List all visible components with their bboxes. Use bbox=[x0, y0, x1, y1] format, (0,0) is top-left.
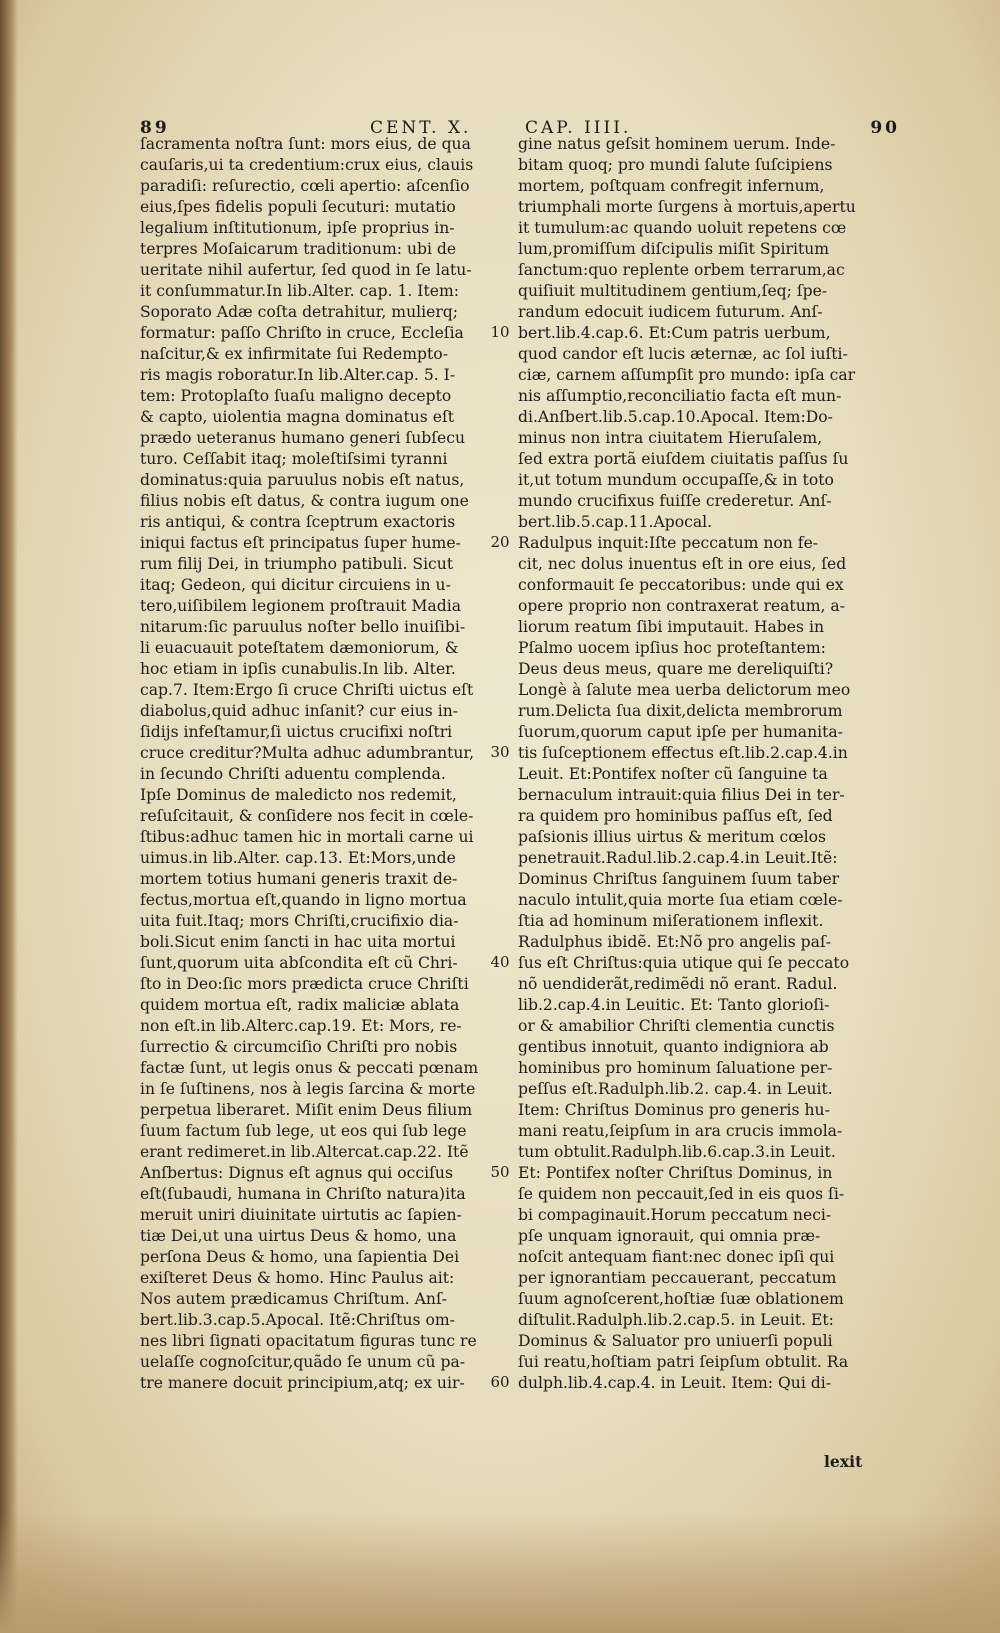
text-line: naſcitur,& ex infirmitate ſui Redempto- bbox=[140, 345, 448, 363]
text-line: conformauit ſe peccatoribus: unde qui ex bbox=[518, 576, 844, 594]
text-line: bitam quoq; pro mundi ſalute ſuſcipiens bbox=[518, 156, 833, 174]
text-line: nis aſſumptio,reconciliatio facta eſt mun- bbox=[518, 387, 842, 405]
text-line: hoc etiam in ipſis cunabulis.In lib. Alter. bbox=[140, 660, 456, 678]
text-line: Deus deus meus, quare me dereliquiſti? bbox=[518, 660, 834, 678]
text-line: mortem, poſtquam confregit infernum, bbox=[518, 177, 825, 195]
left-text-column bbox=[140, 134, 490, 1394]
text-line: eius,ſpes fidelis populi ſecuturi: mutatio bbox=[140, 198, 456, 216]
text-line: bert.lib.4.cap.6. Et:Cum patris uerbum, bbox=[518, 324, 831, 342]
text-line: ſuum agnoſcerent,hoſtiæ ſuæ oblationem bbox=[518, 1290, 844, 1308]
text-line: ſed extra portã eiuſdem ciuitatis paſſus ſu bbox=[518, 450, 849, 468]
text-line: or & amabilior Chriſti clementia cunctis bbox=[518, 1017, 835, 1035]
right-text-column bbox=[518, 134, 873, 1394]
running-title-left: CENT. X. bbox=[370, 118, 472, 138]
text-line: uita fuit.Itaq; mors Chriſti,crucifixio dia- bbox=[140, 912, 459, 930]
text-line: tero,uiſibilem legionem proſtrauit Madia bbox=[140, 597, 461, 615]
text-line: it,ut totum mundum occupaſſe,& in toto bbox=[518, 471, 834, 489]
margin-line-number: 20 bbox=[490, 533, 510, 551]
text-line: uelaſſe cognoſcitur,quãdo ſe unum cũ pa- bbox=[140, 1353, 466, 1371]
text-line: it tumulum:ac quando uoluit repetens cœ bbox=[518, 219, 847, 237]
text-line: Longè à ſalute mea uerba delictorum meo bbox=[518, 681, 851, 699]
text-line: ſus eſt Chriſtus:quia utique qui ſe peccato bbox=[518, 954, 850, 972]
text-line: Leuit. Et:Pontifex noſter cũ ſanguine ta bbox=[518, 765, 828, 783]
margin-line-number: 50 bbox=[490, 1163, 510, 1181]
page-edge-shadow bbox=[0, 0, 18, 1633]
text-line: reſuſcitauit, & conſidere nos fecit in cœle- bbox=[140, 807, 474, 825]
text-line: gine natus geſsit hominem uerum. Inde- bbox=[518, 135, 836, 153]
text-line: meruit uniri diuinitate uirtutis ac ſapien- bbox=[140, 1206, 462, 1224]
text-line: noſcit antequam fiant:nec donec ipſi qui bbox=[518, 1248, 835, 1266]
text-line: tre manere docuit principium,atq; ex uir- bbox=[140, 1374, 465, 1392]
text-line: ſui reatu,hoſtiam patri ſeipſum obtulit. Ra bbox=[518, 1353, 849, 1371]
text-line: Et: Pontifex noſter Chriſtus Dominus, in bbox=[518, 1164, 833, 1182]
text-line: tiæ Dei,ut una uirtus Deus & homo, una bbox=[140, 1227, 457, 1245]
catchword: lexit bbox=[824, 1452, 863, 1471]
text-line: ſanctum:quo replente orbem terrarum,ac bbox=[518, 261, 845, 279]
text-line: iniqui factus eſt principatus ſuper hume- bbox=[140, 534, 461, 552]
text-line: tum obtulit.Radulph.lib.6.cap.3.in Leuit. bbox=[518, 1143, 836, 1161]
text-line: hominibus pro hominum ſaluatione per- bbox=[518, 1059, 833, 1077]
text-line: bert.lib.5.cap.11.Apocal. bbox=[518, 513, 713, 531]
text-line: cauſaris,ui ta credentium:crux eius, clauis bbox=[140, 156, 474, 174]
text-line: prædo ueteranus humano generi ſubſecu bbox=[140, 429, 465, 447]
text-line: mundo crucifixus fuiſſe crederetur. Anſ- bbox=[518, 492, 832, 510]
text-line: ſto in Deo:ſic mors prædicta cruce Chriſti bbox=[140, 975, 469, 993]
page-number-right: 90 bbox=[870, 118, 900, 138]
text-line: boli.Sicut enim ſancti in hac uita mortui bbox=[140, 933, 456, 951]
text-line: ra quidem pro hominibus paſſus eſt, ſed bbox=[518, 807, 833, 825]
text-line: liorum reatum ſibi imputauit. Habes in bbox=[518, 618, 824, 636]
text-line: mortem totius humani generis traxit de- bbox=[140, 870, 458, 888]
text-line: in ſe ſuſtinens, nos à legis ſarcina & morte bbox=[140, 1080, 476, 1098]
text-line: quod candor eſt lucis æternæ, ac ſol iuſti- bbox=[518, 345, 848, 363]
text-line: li euacuauit poteſtatem dæmoniorum, & bbox=[140, 639, 459, 657]
text-line: rum filij Dei, in triumpho patibuli. Sicut bbox=[140, 555, 454, 573]
text-line: filius nobis eſt datus, & contra iugum one bbox=[140, 492, 469, 510]
text-line: ſuorum,quorum caput ipſe per humanita- bbox=[518, 723, 843, 741]
text-line: eſt(ſubaudi, humana in Chriſto natura)ita bbox=[140, 1185, 466, 1203]
text-line: cruce creditur?Multa adhuc adumbrantur, bbox=[140, 744, 475, 762]
text-line: ſuum factum ſub lege, ut eos qui ſub lege bbox=[140, 1122, 467, 1140]
text-line: lum,promiſſum diſcipulis miſit Spiritum bbox=[518, 240, 830, 258]
text-line: uimus.in lib.Alter. cap.13. Et:Mors,unde bbox=[140, 849, 456, 867]
text-line: ſidijs infeſtamur,ſi uictus crucifixi noſtri bbox=[140, 723, 453, 741]
text-line: bi compaginauit.Horum peccatum neci- bbox=[518, 1206, 832, 1224]
text-line: paſsionis illius uirtus & meritum cœlos bbox=[518, 828, 826, 846]
text-line: legalium inſtitutionum, ipſe proprius in- bbox=[140, 219, 455, 237]
text-line: Radulpus inquit:Iſte peccatum non fe- bbox=[518, 534, 819, 552]
text-line: nõ uendiderãt,redimẽdi nõ erant. Radul. bbox=[518, 975, 838, 993]
running-title-right: CAP. IIII. bbox=[525, 118, 632, 138]
text-line: rum.Delicta ſua dixit,delicta membrorum bbox=[518, 702, 843, 720]
text-line: bernaculum intrauit:quia filius Dei in ter- bbox=[518, 786, 845, 804]
text-line: randum edocuit iudicem futurum. Anſ- bbox=[518, 303, 823, 321]
text-line: mani reatu,ſeipſum in ara crucis immola- bbox=[518, 1122, 843, 1140]
text-line: ſe quidem non peccauit,ſed in eis quos ſi- bbox=[518, 1185, 845, 1203]
text-line: naculo intulit,quia morte ſua etiam cœle- bbox=[518, 891, 843, 909]
text-line: it conſummatur.In lib.Alter. cap. 1. Item: bbox=[140, 282, 459, 300]
text-line: Ipſe Dominus de maledicto nos redemit, bbox=[140, 786, 457, 804]
page-number-left: 89 bbox=[140, 118, 170, 138]
text-line: fectus,mortua eſt,quando in ligno mortua bbox=[140, 891, 467, 909]
text-line: lib.2.cap.4.in Leuitic. Et: Tanto glorioſi- bbox=[518, 996, 830, 1014]
text-line: pſe unquam ignorauit, qui omnia præ- bbox=[518, 1227, 821, 1245]
text-line: per ignorantiam peccauerant, peccatum bbox=[518, 1269, 837, 1287]
text-line: terpres Moſaicarum traditionum: ubi de bbox=[140, 240, 457, 258]
text-line: ſunt,quorum uita abſcondita eſt cũ Chri- bbox=[140, 954, 458, 972]
text-line: opere proprio non contraxerat reatum, a- bbox=[518, 597, 845, 615]
text-line: itaq; Gedeon, qui dicitur circuiens in u- bbox=[140, 576, 451, 594]
text-line: ueritate nihil aufertur, ſed quod in ſe latu- bbox=[140, 261, 472, 279]
text-line: diſtulit.Radulph.lib.2.cap.5. in Leuit. Et: bbox=[518, 1311, 834, 1329]
text-line: ris magis roboratur.In lib.Alter.cap. 5. I- bbox=[140, 366, 456, 384]
text-line: ciæ, carnem aſſumpſit pro mundo: ipſa car bbox=[518, 366, 856, 384]
text-line: Pſalmo uocem ipſius hoc proteſtantem: bbox=[518, 639, 826, 657]
text-line: dulph.lib.4.cap.4. in Leuit. Item: Qui di- bbox=[518, 1374, 832, 1392]
text-line: quidem mortua eſt, radix maliciæ ablata bbox=[140, 996, 460, 1014]
text-line: tem: Protoplaſto ſuaſu maligno decepto bbox=[140, 387, 452, 405]
text-line: quiſiuit multitudinem gentium,ſeq; ſpe- bbox=[518, 282, 828, 300]
text-line: gentibus innotuit, quanto indigniora ab bbox=[518, 1038, 829, 1056]
text-line: turo. Ceſſabit itaq; moleſtiſsimi tyranni bbox=[140, 450, 448, 468]
text-line: Anſbertus: Dignus eſt agnus qui occiſus bbox=[140, 1164, 453, 1182]
text-line: ris antiqui, & contra ſceptrum exactoris bbox=[140, 513, 456, 531]
text-line: di.Anſbert.lib.5.cap.10.Apocal. Item:Do- bbox=[518, 408, 833, 426]
text-line: triumphali morte ſurgens à mortuis,apertu bbox=[518, 198, 856, 216]
text-line: ſurrectio & circumciſio Chriſti pro nobis bbox=[140, 1038, 458, 1056]
text-line: Radulphus ibidẽ. Et:Nõ pro angelis paſ- bbox=[518, 933, 831, 951]
text-line: perpetua liberaret. Miſit enim Deus filium bbox=[140, 1101, 473, 1119]
text-line: Soporato Adæ coſta detrahitur, mulierq; bbox=[140, 303, 459, 321]
margin-line-number: 60 bbox=[490, 1373, 510, 1391]
text-line: cit, nec dolus inuentus eſt in ore eius, ſed bbox=[518, 555, 847, 573]
text-line: perſona Deus & homo, una ſapientia Dei bbox=[140, 1248, 460, 1266]
text-line: factæ ſunt, ut legis onus & peccati pœnam bbox=[140, 1059, 479, 1077]
text-line: tis ſuſceptionem effectus eſt.lib.2.cap.4.in bbox=[518, 744, 848, 762]
text-line: non eſt.in lib.Alterc.cap.19. Et: Mors, re- bbox=[140, 1017, 462, 1035]
text-line: Nos autem prædicamus Chriſtum. Anſ- bbox=[140, 1290, 447, 1308]
text-line: ſtia ad hominum miſerationem inflexit. bbox=[518, 912, 824, 930]
text-line: Dominus & Saluator pro uniuerſi populi bbox=[518, 1332, 833, 1350]
text-line: ſtibus:adhuc tamen hic in mortali carne ui bbox=[140, 828, 474, 846]
margin-line-number: 40 bbox=[490, 953, 510, 971]
text-line: erant redimeret.in lib.Altercat.cap.22. Itẽ bbox=[140, 1143, 469, 1161]
text-line: peſſus eſt.Radulph.lib.2. cap.4. in Leuit. bbox=[518, 1080, 833, 1098]
text-line: in ſecundo Chriſti aduentu complenda. bbox=[140, 765, 446, 783]
text-line: nes libri ſignati opacitatum figuras tunc re bbox=[140, 1332, 477, 1350]
text-line: diabolus,quid adhuc inſanit? cur eius in- bbox=[140, 702, 459, 720]
text-line: formatur: paſſo Chriſto in cruce, Eccleſia bbox=[140, 324, 464, 342]
margin-line-number: 30 bbox=[490, 743, 510, 761]
text-line: penetrauit.Radul.lib.2.cap.4.in Leuit.Itẽ: bbox=[518, 849, 838, 867]
page-bottom-stain bbox=[0, 1513, 1000, 1633]
text-line: nitarum:ſic paruulus noſter bello inuiſibi- bbox=[140, 618, 466, 636]
text-line: & capto, uiolentia magna dominatus eſt bbox=[140, 408, 454, 426]
text-line: minus non intra ciuitatem Hieruſalem, bbox=[518, 429, 823, 447]
text-line: dominatus:quia paruulus nobis eſt natus, bbox=[140, 471, 465, 489]
text-line: exiſteret Deus & homo. Hinc Paulus ait: bbox=[140, 1269, 455, 1287]
text-line: paradiſi: reſurectio, cœli apertio: aſcenſio bbox=[140, 177, 470, 195]
text-line: cap.7. Item:Ergo ſi cruce Chriſti uictus eſt bbox=[140, 681, 474, 699]
text-line: ſacramenta noſtra ſunt: mors eius, de qua bbox=[140, 135, 471, 153]
text-line: Dominus Chriſtus ſanguinem ſuum taber bbox=[518, 870, 840, 888]
text-line: bert.lib.3.cap.5.Apocal. Itẽ:Chriſtus om- bbox=[140, 1311, 455, 1329]
margin-line-number: 10 bbox=[490, 323, 510, 341]
text-line: Item: Chriſtus Dominus pro generis hu- bbox=[518, 1101, 830, 1119]
